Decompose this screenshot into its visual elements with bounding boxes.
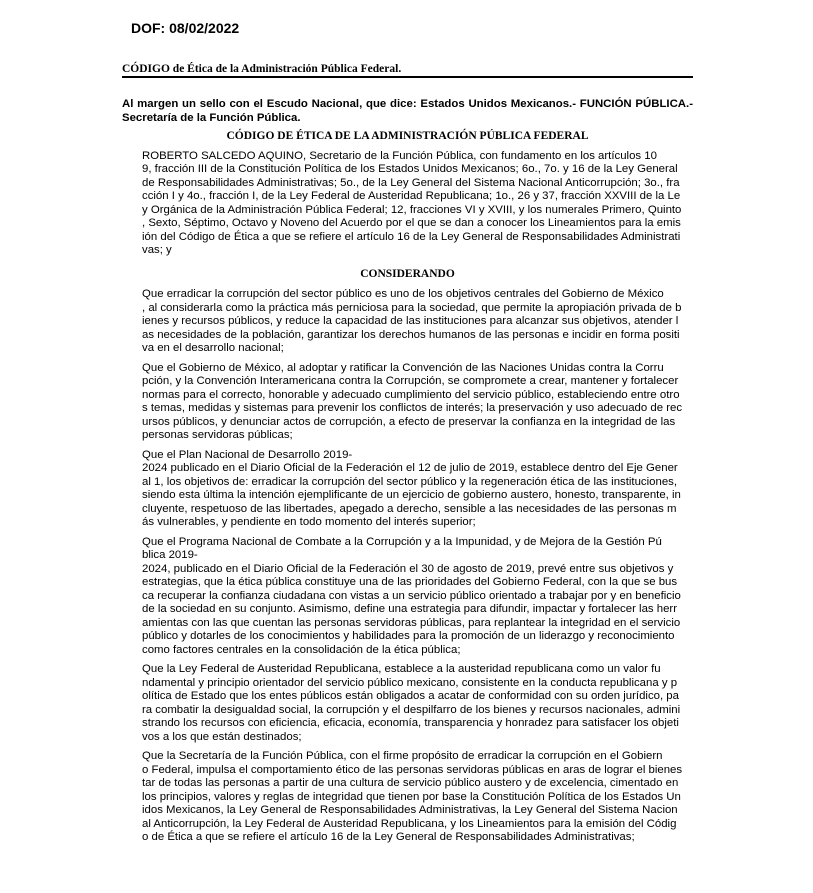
text-line: strando los recursos con eficiencia, eficacia, economía, transparencia y honradez para satisfacer los objeti	[142, 717, 679, 729]
text-line: olítica de Estado que los entes públicos están obligados a acatar de conformidad con su orden jurídico, pa	[142, 690, 679, 702]
document-title: CÓDIGO de Ética de la Administración Pública Federal.	[122, 63, 693, 78]
text-line: de la sociedad en su conjunto. Asimismo, define una estrategia para difundir, impactar y fortalecer las herr	[142, 603, 678, 615]
text-line: Que la Secretaría de la Función Pública, con el firme propósito de erradicar la corrupción en el Gobiern	[142, 750, 663, 762]
text-line: ursos públicos, y denunciar actos de corrupción, a efecto de preservar la confianza en la integridad de las	[142, 415, 676, 428]
text-line: ás vulnerables, y pendiente en todo momento del interés superior;	[142, 516, 476, 528]
text-line: Que el Gobierno de México, al adoptar y ratificar la Convención de las Naciones Unidas contra la Corru	[142, 361, 664, 374]
text-line: vas; y	[142, 244, 172, 256]
text-line: tar de todas las personas a partir de una cultura de servicio público austero y de excelencia, cimentado en	[142, 777, 679, 789]
text-line: , al considerarla como la práctica más perniciosa para la sociedad, que permite la apropiación privada de b	[142, 301, 682, 314]
considerando-paragraph	[122, 362, 693, 443]
text-line: al 1, los objetivos de: erradicar la corrupción del sector público y la regeneración ética de las instituciones,	[142, 475, 678, 488]
text-line: ndamental y principio orientador del servicio público mexicano, consistente en la conducta republicana y p	[142, 676, 678, 689]
text-line: ra combatir la desigualdad social, la corrupción y el despilfarro de los bienes y recursos nacionales, admini	[142, 703, 681, 716]
margin-note: Al margen un sello con el Escudo Nacional, que dice: Estados Unidos Mexicanos.- FUNCIÓN PÚBLICA.- Secretaría de la Función Pública.	[122, 98, 693, 124]
text-line: público y dotarles de los conocimientos y habilidades para la promoción de un liderazgo y reconocimiento	[142, 630, 675, 642]
text-line: y Orgánica de la Administración Pública Federal; 12, fracciones VI y XVIII, y los numerales Primero, Quinto	[142, 203, 682, 216]
considerando-paragraph	[122, 536, 693, 658]
considerando-paragraph	[122, 663, 693, 744]
text-line: idos Mexicanos, la Ley General de Responsabilidades Administrativas, la Ley General del Sistema Nacion	[142, 804, 678, 816]
text-line: blica 2019-	[142, 549, 198, 561]
considerando-paragraph	[122, 288, 693, 356]
text-line: pción, y la Convención Interamericana contra la Corrupción, se compromete a crear, mantener y fortalecer	[142, 375, 679, 387]
text-line: Que el Plan Nacional de Desarrollo 2019-	[142, 448, 353, 461]
text-line: ienes y recursos públicos, y reduce la capacidad de las instituciones para alcanzar sus objetivos, atender l	[142, 315, 679, 327]
text-line: Que el Programa Nacional de Combate a la Corrupción y a la Impunidad, y de Mejora de la Gestión Pú	[142, 535, 662, 548]
text-line: ROBERTO SALCEDO AQUINO, Secretario de la Función Pública, con fundamento en los artículos 10	[142, 149, 657, 162]
text-line: siendo esta última la intención ejemplificante de un ejercicio de gobierno austero, honesto, transparente, in	[142, 489, 681, 501]
text-line: Que erradicar la corrupción del sector público es uno de los objetivos centrales del Gobierno de México	[142, 288, 664, 300]
text-line: o Federal, impulsa el comportamiento ético de las personas servidoras públicas en aras de lograr el bienes	[142, 763, 683, 776]
text-line: , Sexto, Séptimo, Octavo y Noveno del Acuerdo por el que se dan a conocer los Lineamientos para la emis	[142, 217, 681, 229]
document-body	[122, 98, 693, 851]
considerando-paragraph	[122, 750, 693, 845]
text-line: estrategias, que la ética pública constituye una de las prioridades del Gobierno Federal, con la que se bus	[142, 576, 678, 588]
text-line: Que la Ley Federal de Austeridad Republicana, establece a la austeridad republicana como un valor fu	[142, 663, 661, 675]
text-line: ca recuperar la confianza ciudadana con vistas a un servicio público orientado a trabajar por y en beneficio	[142, 589, 681, 602]
main-heading: CÓDIGO DE ÉTICA DE LA ADMINISTRACIÓN PÚBLICA FEDERAL	[226, 130, 589, 142]
text-line: 2024, publicado en el Diario Oficial de la Federación el 30 de agosto de 2019, prevé entre sus objetivos y	[142, 562, 674, 575]
text-line: 9, fracción III de la Constitución Política de los Estados Unidos Mexicanos; 6o., 7o. y 16 de la Ley General	[142, 163, 678, 175]
considerando-heading: CONSIDERANDO	[360, 267, 455, 280]
text-line: s temas, medidas y sistemas para prevenir los conflictos de interés; la preservación y uso adecuado de rec	[142, 402, 683, 414]
text-line: como factores centrales en la consolidación de la ética pública;	[142, 643, 461, 656]
text-line: vos a los que están destinados;	[142, 730, 302, 743]
text-line: ión del Código de Ética a que se refiere el artículo 16 de la Ley General de Responsabilidades Administrati	[142, 230, 681, 243]
text-line: 2024 publicado en el Diario Oficial de la Federación el 12 de julio de 2019, establece dentro del Eje Gener	[142, 462, 678, 474]
text-line: cción I y 4o., fracción I, de la Ley Federal de Austeridad Republicana; 1o., 26 y 37, fracción XXVIII de la Le	[142, 190, 681, 202]
text-line: al Anticorrupción, la Ley Federal de Austeridad Republicana, y los Lineamientos para la emisión del Códig	[142, 817, 677, 830]
dof-date: DOF: 08/02/2022	[131, 20, 240, 36]
considerando-paragraph	[122, 449, 693, 530]
intro-paragraph	[122, 150, 693, 258]
text-line: normas para el correcto, honorable y adecuado cumplimiento del servicio público, estableciendo entre otro	[142, 388, 680, 401]
text-line: va en el desarrollo nacional;	[142, 342, 284, 354]
text-line: cluyente, respetuoso de las libertades, apegado a derecho, sensible a las necesidades de las personas m	[142, 502, 677, 515]
text-line: los principios, valores y reglas de integridad que tienen por base la Constitución Política de los Estados Un	[142, 790, 681, 803]
text-line: o de Ética a que se refiere el artículo 16 de la Ley General de Responsabilidades Administrativas;	[142, 831, 635, 843]
text-line: de Responsabilidades Administrativas; 5o., de la Ley General del Sistema Nacional Anticorrupción; 3o., fra	[142, 176, 680, 189]
text-line: as necesidades de la población, garantizar los derechos humanos de las personas e incidir en forma positi	[142, 328, 680, 341]
text-line: personas servidoras públicas;	[142, 429, 293, 441]
text-line: amientas con las que cuentan las personas servidoras públicas, para replantear la integridad en el servicio	[142, 616, 681, 629]
